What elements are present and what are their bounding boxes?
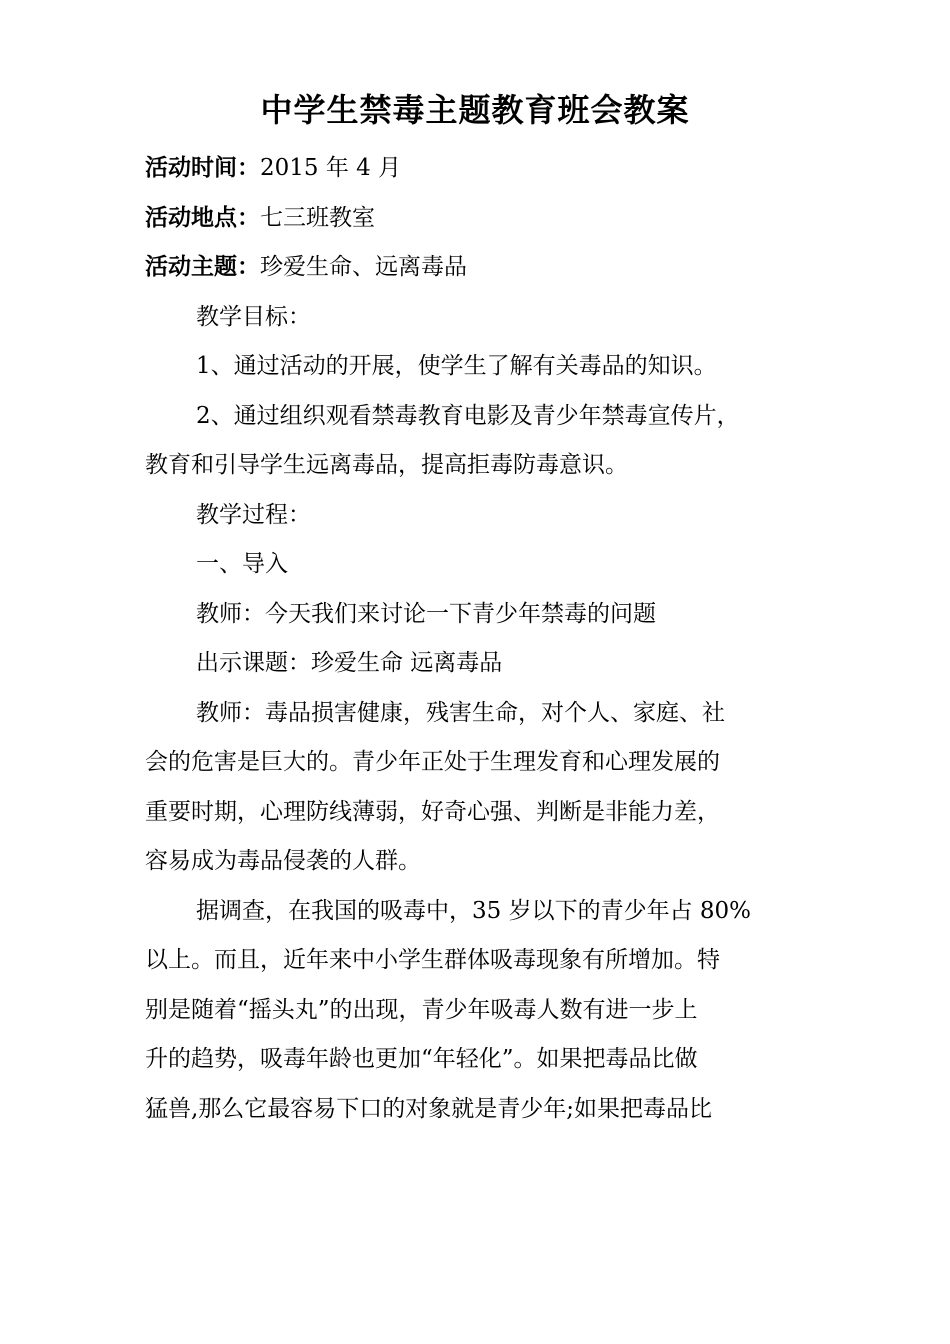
meta-activity-theme	[145, 243, 785, 293]
body-line: 猛兽,那么它最容易下口的对象就是青少年;如果把毒品比	[145, 1095, 713, 1122]
body-line: 重要时期，心理防线薄弱，好奇心强、判断是非能力差，	[145, 798, 720, 825]
meta-value: 2015 年 4 月	[260, 155, 402, 181]
goal-item-continuation: 教育和引导学生远离毒品，提高拒毒防毒意识。	[145, 452, 628, 478]
meta-label: 活动主题：	[145, 254, 260, 280]
body-line: 容易成为毒品侵袭的人群。	[145, 848, 421, 874]
document-title: 中学生禁毒主题教育班会教案	[260, 91, 690, 129]
body-line: 出示课题：珍爱生命 远离毒品	[196, 650, 503, 676]
body-line: 教师：毒品损害健康，残害生命，对个人、家庭、社	[196, 699, 725, 726]
meta-activity-time	[145, 144, 785, 194]
subsection-heading: 一、导入	[196, 551, 288, 577]
goal-item: 2、通过组织观看禁毒教育电影及青少年禁毒宣传片，	[196, 402, 740, 429]
meta-value: 珍爱生命、远离毒品	[260, 254, 467, 280]
body-line: 别是随着“摇头丸”的出现，青少年吸毒人数有进一步上	[145, 996, 698, 1023]
meta-activity-location	[145, 194, 785, 244]
meta-label: 活动时间：	[145, 155, 260, 181]
body-line: 会的危害是巨大的。青少年正处于生理发育和心理发展的	[145, 749, 720, 775]
body-line: 教师：今天我们来讨论一下青少年禁毒的问题	[196, 600, 656, 627]
meta-value: 七三班教室	[260, 204, 375, 231]
body-line: 据调查，在我国的吸毒中，35 岁以下的青少年占 80%	[196, 897, 752, 924]
section-heading-process: 教学过程：	[196, 501, 311, 528]
goal-item: 1、通过活动的开展，使学生了解有关毒品的知识。	[196, 353, 717, 379]
body-line: 以上。而且，近年来中小学生群体吸毒现象有所增加。特	[145, 947, 720, 973]
body-line: 升的趋势，吸毒年龄也更加“年轻化”。如果把毒品比做	[145, 1046, 698, 1072]
meta-label: 活动地点：	[145, 204, 260, 231]
document-body	[145, 144, 785, 1134]
section-heading-goals: 教学目标：	[196, 303, 311, 330]
